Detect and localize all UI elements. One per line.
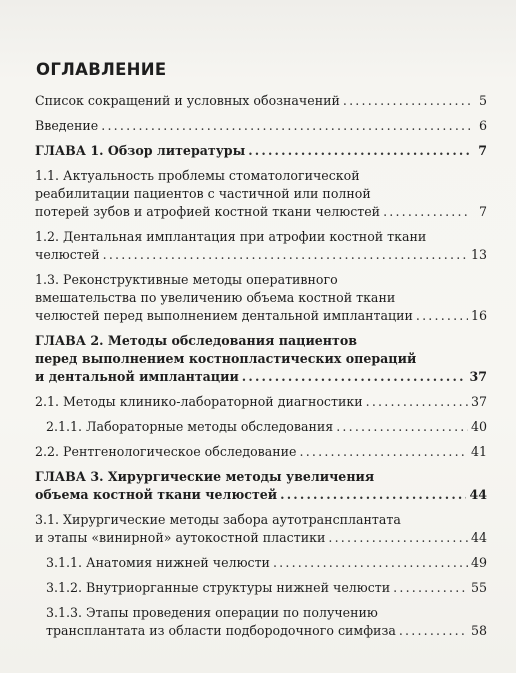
toc-entry-line: [35, 332, 487, 350]
toc-entry[interactable]: [35, 271, 487, 325]
toc-entry-text: ГЛАВА 2. Методы обследования пациентов: [35, 333, 357, 348]
toc-entry-line: [35, 529, 487, 547]
toc-entry-text: челюстей: [35, 247, 100, 262]
toc-page-number: 37: [470, 394, 487, 409]
toc-page-number: 49: [470, 555, 487, 570]
toc-page-number: 37: [469, 369, 487, 384]
dot-leader: [328, 529, 468, 547]
dot-leader: [399, 622, 468, 640]
toc-entry-line: [46, 554, 487, 572]
toc-page-number: 55: [470, 580, 487, 595]
toc-page-number: 44: [469, 487, 487, 502]
toc-entry[interactable]: [35, 332, 487, 386]
toc-entry[interactable]: [35, 443, 487, 461]
dot-leader: [343, 92, 470, 110]
toc-entry-line: [35, 393, 487, 411]
toc-page-number: 16: [470, 308, 487, 323]
toc-entry[interactable]: [35, 167, 487, 221]
dot-leader: [383, 203, 470, 221]
toc-entry-text: ГЛАВА 1. Обзор литературы: [35, 143, 246, 158]
toc-entry-line: [35, 203, 487, 221]
toc-entry-text: вмешательства по увеличению объема костной ткани: [35, 290, 396, 305]
toc-page-number: 41: [470, 444, 487, 459]
toc-entry-line: [35, 271, 487, 289]
toc-entry-line: [35, 92, 487, 110]
toc-entry-text: трансплантата из области подбородочного симфиза: [46, 623, 396, 638]
dot-leader: [101, 117, 470, 135]
toc-entry-text: 1.1. Актуальность проблемы стоматологической: [35, 168, 360, 183]
toc-entry-line: [35, 289, 487, 307]
toc-entry[interactable]: [35, 92, 487, 110]
toc-entry-line: [35, 443, 487, 461]
toc-page-number: 58: [470, 623, 487, 638]
dot-leader: [393, 579, 468, 597]
toc-entry-line: [46, 622, 487, 640]
toc-entry-text: объема костной ткани челюстей: [35, 487, 278, 502]
toc-page-number: 7: [478, 143, 487, 158]
toc-entry[interactable]: [35, 511, 487, 547]
toc-entry-text: Введение: [35, 118, 99, 133]
toc-entry-text: 3.1.1. Анатомия нижней челюсти: [46, 555, 270, 570]
toc-entry-line: [35, 486, 487, 504]
toc-entry-text: челюстей перед выполнением дентальной имплантации: [35, 308, 413, 323]
toc-entry-text: потерей зубов и атрофией костной ткани челюстей: [35, 204, 381, 219]
toc-heading: ОГЛАВЛЕНИЕ: [36, 60, 167, 79]
toc-entry-line: [35, 511, 487, 529]
toc-entry-text: 1.3. Реконструктивные методы оперативного: [35, 272, 338, 287]
toc-entry[interactable]: [35, 142, 487, 160]
toc-entry-line: [35, 167, 487, 185]
toc-entry[interactable]: [35, 393, 487, 411]
dot-leader: [366, 393, 468, 411]
toc-entry[interactable]: [35, 418, 487, 436]
toc-page-number: 5: [478, 93, 487, 108]
toc-entry-line: [35, 368, 487, 386]
dot-leader: [242, 368, 467, 386]
toc-page-number: 6: [478, 118, 487, 133]
toc-entry-line: [35, 117, 487, 135]
toc-entry-text: ГЛАВА 3. Хирургические методы увеличения: [35, 469, 375, 484]
table-of-contents: [35, 92, 487, 647]
toc-entry-line: [35, 246, 487, 264]
dot-leader: [103, 246, 468, 264]
toc-entry[interactable]: [35, 579, 487, 597]
toc-entry[interactable]: [35, 228, 487, 264]
dot-leader: [273, 554, 468, 572]
toc-entry-text: 2.1.1. Лабораторные методы обследования: [46, 419, 334, 434]
toc-entry-line: [46, 579, 487, 597]
toc-entry-text: и этапы «винирной» аутокостной пластики: [35, 530, 326, 545]
toc-entry-line: [35, 468, 487, 486]
dot-leader: [336, 418, 468, 436]
toc-entry-line: [35, 228, 487, 246]
toc-entry-text: 1.2. Дентальная имплантация при атрофии костной ткани: [35, 229, 427, 244]
toc-entry[interactable]: [35, 554, 487, 572]
toc-page-number: 13: [470, 247, 487, 262]
toc-entry-text: реабилитации пациентов с частичной или полной: [35, 186, 371, 201]
toc-entry-line: [46, 604, 487, 622]
toc-entry-text: 3.1. Хирургические методы забора аутотрансплантата: [35, 512, 401, 527]
toc-page-number: 7: [478, 204, 487, 219]
dot-leader: [300, 443, 468, 461]
toc-entry-text: перед выполнением костнопластических операций: [35, 351, 417, 366]
toc-entry-text: 2.1. Методы клинико-лабораторной диагностики: [35, 394, 363, 409]
toc-entry-line: [46, 418, 487, 436]
dot-leader: [416, 307, 468, 325]
dot-leader: [248, 142, 470, 160]
toc-entry-text: и дентальной имплантации: [35, 369, 239, 384]
toc-entry-line: [35, 307, 487, 325]
toc-page-number: 44: [470, 530, 487, 545]
toc-entry-line: [35, 185, 487, 203]
toc-entry[interactable]: [35, 604, 487, 640]
toc-entry-line: [35, 142, 487, 160]
toc-entry-text: Список сокращений и условных обозначений: [35, 93, 340, 108]
toc-entry-text: 2.2. Рентгенологическое обследование: [35, 444, 297, 459]
dot-leader: [280, 486, 466, 504]
toc-entry[interactable]: [35, 468, 487, 504]
toc-entry-text: 3.1.3. Этапы проведения операции по получению: [46, 605, 378, 620]
toc-entry-text: 3.1.2. Внутриорганные структуры нижней челюсти: [46, 580, 391, 595]
toc-entry-line: [35, 350, 487, 368]
toc-page-number: 40: [470, 419, 487, 434]
toc-entry[interactable]: [35, 117, 487, 135]
